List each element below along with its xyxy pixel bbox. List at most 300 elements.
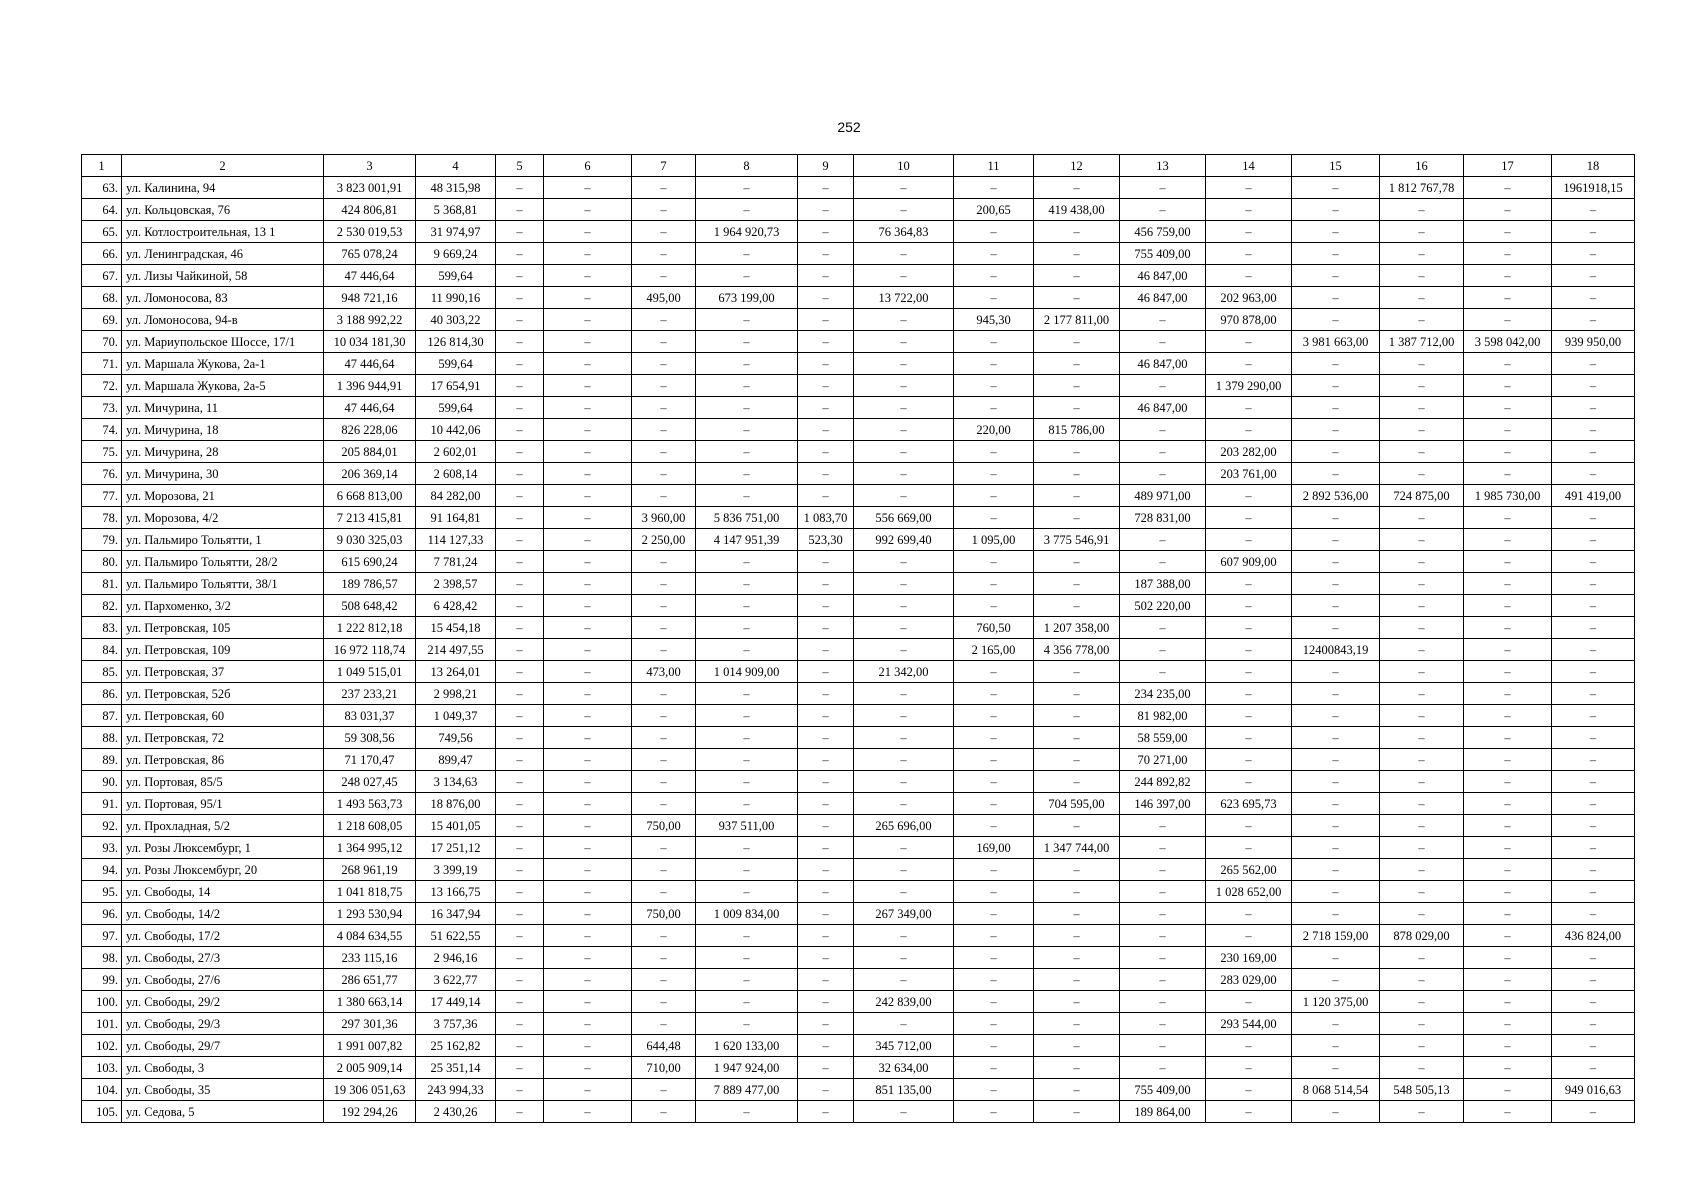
value-cell: 1 947 924,00 bbox=[696, 1057, 798, 1079]
value-cell: – bbox=[1464, 969, 1552, 991]
value-cell: 724 875,00 bbox=[1380, 485, 1464, 507]
value-cell: – bbox=[696, 969, 798, 991]
value-cell: – bbox=[544, 441, 632, 463]
value-cell: – bbox=[1552, 595, 1635, 617]
value-cell: 1 120 375,00 bbox=[1292, 991, 1380, 1013]
value-cell: – bbox=[1380, 727, 1464, 749]
row-number-cell: 75. bbox=[82, 441, 122, 463]
value-cell: – bbox=[1380, 1101, 1464, 1123]
value-cell: – bbox=[1206, 507, 1292, 529]
value-cell: – bbox=[1034, 925, 1120, 947]
value-cell: – bbox=[1552, 199, 1635, 221]
table-row bbox=[82, 859, 1635, 881]
address-cell: ул. Маршала Жукова, 2а-1 bbox=[122, 353, 324, 375]
value-cell: – bbox=[798, 1013, 854, 1035]
value-cell: – bbox=[1206, 1035, 1292, 1057]
value-cell: – bbox=[1206, 221, 1292, 243]
value-cell: – bbox=[632, 1013, 696, 1035]
value-cell: – bbox=[1380, 463, 1464, 485]
row-number-cell: 69. bbox=[82, 309, 122, 331]
value-cell: – bbox=[1034, 1035, 1120, 1057]
value-cell: – bbox=[798, 1079, 854, 1101]
value-cell: 1961918,15 bbox=[1552, 177, 1635, 199]
value-cell: – bbox=[1206, 485, 1292, 507]
value-cell: 1 222 812,18 bbox=[324, 617, 416, 639]
value-cell: 18 876,00 bbox=[416, 793, 496, 815]
value-cell: – bbox=[854, 485, 954, 507]
value-cell: 749,56 bbox=[416, 727, 496, 749]
value-cell: – bbox=[1292, 397, 1380, 419]
value-cell: – bbox=[1552, 507, 1635, 529]
value-cell: – bbox=[854, 177, 954, 199]
value-cell: 2 998,21 bbox=[416, 683, 496, 705]
value-cell: – bbox=[1464, 991, 1552, 1013]
table-row bbox=[82, 639, 1635, 661]
value-cell: – bbox=[854, 947, 954, 969]
value-cell: – bbox=[544, 595, 632, 617]
value-cell: 267 349,00 bbox=[854, 903, 954, 925]
value-cell: – bbox=[1552, 529, 1635, 551]
value-cell: – bbox=[496, 837, 544, 859]
row-number-cell: 78. bbox=[82, 507, 122, 529]
value-cell: – bbox=[696, 485, 798, 507]
row-number-cell: 66. bbox=[82, 243, 122, 265]
value-cell: 4 147 951,39 bbox=[696, 529, 798, 551]
value-cell: 1 396 944,91 bbox=[324, 375, 416, 397]
value-cell: – bbox=[1552, 683, 1635, 705]
value-cell: – bbox=[1034, 683, 1120, 705]
value-cell: – bbox=[798, 749, 854, 771]
row-number-cell: 103. bbox=[82, 1057, 122, 1079]
value-cell: 2 250,00 bbox=[632, 529, 696, 551]
value-cell: – bbox=[496, 815, 544, 837]
value-cell: – bbox=[496, 1101, 544, 1123]
value-cell: 728 831,00 bbox=[1120, 507, 1206, 529]
value-cell: – bbox=[1292, 1035, 1380, 1057]
value-cell: – bbox=[1120, 331, 1206, 353]
value-cell: – bbox=[544, 1079, 632, 1101]
value-cell: – bbox=[1034, 815, 1120, 837]
value-cell: 1 049,37 bbox=[416, 705, 496, 727]
value-cell: 489 971,00 bbox=[1120, 485, 1206, 507]
value-cell: – bbox=[798, 903, 854, 925]
value-cell: – bbox=[1120, 199, 1206, 221]
value-cell: – bbox=[954, 1101, 1034, 1123]
value-cell: 146 397,00 bbox=[1120, 793, 1206, 815]
address-cell: ул. Морозова, 21 bbox=[122, 485, 324, 507]
value-cell: 234 235,00 bbox=[1120, 683, 1206, 705]
value-cell: 992 699,40 bbox=[854, 529, 954, 551]
column-header: 9 bbox=[798, 155, 854, 177]
row-number-cell: 77. bbox=[82, 485, 122, 507]
table-row bbox=[82, 1101, 1635, 1123]
value-cell: – bbox=[1552, 375, 1635, 397]
value-cell: 192 294,26 bbox=[324, 1101, 416, 1123]
value-cell: – bbox=[1206, 573, 1292, 595]
table-row bbox=[82, 375, 1635, 397]
address-cell: ул. Свободы, 3 bbox=[122, 1057, 324, 1079]
value-cell: 70 271,00 bbox=[1120, 749, 1206, 771]
value-cell: – bbox=[544, 573, 632, 595]
value-cell: – bbox=[1380, 507, 1464, 529]
value-cell: – bbox=[1380, 903, 1464, 925]
value-cell: – bbox=[798, 991, 854, 1013]
value-cell: 205 884,01 bbox=[324, 441, 416, 463]
value-cell: – bbox=[954, 331, 1034, 353]
value-cell: – bbox=[1552, 771, 1635, 793]
value-cell: 46 847,00 bbox=[1120, 287, 1206, 309]
address-cell: ул. Свободы, 27/3 bbox=[122, 947, 324, 969]
value-cell: – bbox=[1292, 309, 1380, 331]
value-cell: – bbox=[632, 727, 696, 749]
address-cell: ул. Ломоносова, 83 bbox=[122, 287, 324, 309]
value-cell: 46 847,00 bbox=[1120, 265, 1206, 287]
row-number-cell: 100. bbox=[82, 991, 122, 1013]
value-cell: – bbox=[632, 397, 696, 419]
value-cell: – bbox=[696, 859, 798, 881]
value-cell: 31 974,97 bbox=[416, 221, 496, 243]
value-cell: 556 669,00 bbox=[854, 507, 954, 529]
address-cell: ул. Свободы, 14 bbox=[122, 881, 324, 903]
value-cell: – bbox=[696, 573, 798, 595]
value-cell: – bbox=[1464, 793, 1552, 815]
table-row bbox=[82, 463, 1635, 485]
row-number-cell: 81. bbox=[82, 573, 122, 595]
value-cell: – bbox=[1552, 859, 1635, 881]
value-cell: – bbox=[544, 947, 632, 969]
value-cell: 283 029,00 bbox=[1206, 969, 1292, 991]
value-cell: – bbox=[544, 507, 632, 529]
value-cell: – bbox=[954, 287, 1034, 309]
value-cell: 15 454,18 bbox=[416, 617, 496, 639]
row-number-cell: 93. bbox=[82, 837, 122, 859]
row-number-cell: 83. bbox=[82, 617, 122, 639]
row-number-cell: 73. bbox=[82, 397, 122, 419]
value-cell: – bbox=[1380, 969, 1464, 991]
value-cell: – bbox=[496, 331, 544, 353]
value-cell: – bbox=[1292, 837, 1380, 859]
value-cell: – bbox=[632, 947, 696, 969]
value-cell: – bbox=[1120, 881, 1206, 903]
value-cell: 607 909,00 bbox=[1206, 551, 1292, 573]
value-cell: – bbox=[1206, 705, 1292, 727]
address-cell: ул. Пархоменко, 3/2 bbox=[122, 595, 324, 617]
value-cell: – bbox=[1206, 529, 1292, 551]
row-number-cell: 87. bbox=[82, 705, 122, 727]
row-number-cell: 91. bbox=[82, 793, 122, 815]
value-cell: 1 379 290,00 bbox=[1206, 375, 1292, 397]
value-cell: – bbox=[954, 771, 1034, 793]
value-cell: – bbox=[854, 925, 954, 947]
value-cell: – bbox=[1292, 727, 1380, 749]
value-cell: 878 029,00 bbox=[1380, 925, 1464, 947]
value-cell: – bbox=[954, 551, 1034, 573]
table-row bbox=[82, 177, 1635, 199]
column-header: 5 bbox=[496, 155, 544, 177]
value-cell: – bbox=[1034, 397, 1120, 419]
value-cell: – bbox=[1206, 727, 1292, 749]
value-cell: – bbox=[1464, 881, 1552, 903]
value-cell: – bbox=[954, 353, 1034, 375]
value-cell: – bbox=[1034, 353, 1120, 375]
value-cell: – bbox=[1464, 419, 1552, 441]
address-cell: ул. Мичурина, 11 bbox=[122, 397, 324, 419]
value-cell: 949 016,63 bbox=[1552, 1079, 1635, 1101]
value-cell: – bbox=[954, 903, 1034, 925]
row-number-cell: 97. bbox=[82, 925, 122, 947]
value-cell: 750,00 bbox=[632, 815, 696, 837]
value-cell: – bbox=[1034, 705, 1120, 727]
address-cell: ул. Портовая, 85/5 bbox=[122, 771, 324, 793]
value-cell: 473,00 bbox=[632, 661, 696, 683]
address-cell: ул. Розы Люксембург, 1 bbox=[122, 837, 324, 859]
value-cell: 189 786,57 bbox=[324, 573, 416, 595]
value-cell: – bbox=[1292, 177, 1380, 199]
table-row bbox=[82, 221, 1635, 243]
value-cell: – bbox=[1034, 991, 1120, 1013]
table-row bbox=[82, 243, 1635, 265]
value-cell: – bbox=[632, 639, 696, 661]
value-cell: – bbox=[798, 793, 854, 815]
value-cell: – bbox=[496, 771, 544, 793]
value-cell: 3 981 663,00 bbox=[1292, 331, 1380, 353]
value-cell: – bbox=[632, 837, 696, 859]
value-cell: – bbox=[798, 1057, 854, 1079]
value-cell: – bbox=[1206, 397, 1292, 419]
value-cell: – bbox=[696, 947, 798, 969]
row-number-cell: 76. bbox=[82, 463, 122, 485]
table-row bbox=[82, 1079, 1635, 1101]
value-cell: – bbox=[544, 419, 632, 441]
value-cell: – bbox=[1464, 1013, 1552, 1035]
value-cell: 1 218 608,05 bbox=[324, 815, 416, 837]
value-cell: 169,00 bbox=[954, 837, 1034, 859]
value-cell: – bbox=[696, 991, 798, 1013]
value-cell: 230 169,00 bbox=[1206, 947, 1292, 969]
table-row bbox=[82, 419, 1635, 441]
value-cell: – bbox=[798, 683, 854, 705]
value-cell: – bbox=[496, 375, 544, 397]
value-cell: – bbox=[1552, 749, 1635, 771]
value-cell: 3 823 001,91 bbox=[324, 177, 416, 199]
address-cell: ул. Портовая, 95/1 bbox=[122, 793, 324, 815]
value-cell: – bbox=[854, 617, 954, 639]
value-cell: – bbox=[632, 331, 696, 353]
column-header: 10 bbox=[854, 155, 954, 177]
value-cell: 599,64 bbox=[416, 353, 496, 375]
value-cell: – bbox=[1292, 419, 1380, 441]
value-cell: – bbox=[1464, 397, 1552, 419]
value-cell: 2 892 536,00 bbox=[1292, 485, 1380, 507]
value-cell: 1 964 920,73 bbox=[696, 221, 798, 243]
value-cell: 4 356 778,00 bbox=[1034, 639, 1120, 661]
value-cell: – bbox=[1120, 969, 1206, 991]
value-cell: 345 712,00 bbox=[854, 1035, 954, 1057]
value-cell: 623 695,73 bbox=[1206, 793, 1292, 815]
row-number-cell: 84. bbox=[82, 639, 122, 661]
value-cell: – bbox=[496, 991, 544, 1013]
value-cell: – bbox=[1206, 243, 1292, 265]
value-cell: 673 199,00 bbox=[696, 287, 798, 309]
value-cell: 189 864,00 bbox=[1120, 1101, 1206, 1123]
value-cell: 615 690,24 bbox=[324, 551, 416, 573]
value-cell: – bbox=[798, 661, 854, 683]
value-cell: – bbox=[1292, 375, 1380, 397]
value-cell: – bbox=[544, 243, 632, 265]
value-cell: – bbox=[1380, 287, 1464, 309]
value-cell: – bbox=[1464, 221, 1552, 243]
value-cell: – bbox=[544, 881, 632, 903]
value-cell: 16 972 118,74 bbox=[324, 639, 416, 661]
value-cell: – bbox=[1292, 859, 1380, 881]
value-cell: – bbox=[544, 199, 632, 221]
data-table-container bbox=[81, 154, 1635, 1123]
value-cell: – bbox=[632, 221, 696, 243]
value-cell: – bbox=[1292, 903, 1380, 925]
value-cell: – bbox=[496, 353, 544, 375]
row-number-cell: 102. bbox=[82, 1035, 122, 1057]
value-cell: – bbox=[798, 309, 854, 331]
value-cell: – bbox=[1292, 1101, 1380, 1123]
value-cell: – bbox=[954, 595, 1034, 617]
value-cell: 265 696,00 bbox=[854, 815, 954, 837]
value-cell: 76 364,83 bbox=[854, 221, 954, 243]
value-cell: – bbox=[1292, 551, 1380, 573]
value-cell: – bbox=[1464, 947, 1552, 969]
value-cell: – bbox=[696, 419, 798, 441]
value-cell: – bbox=[1206, 199, 1292, 221]
value-cell: – bbox=[798, 463, 854, 485]
value-cell: 5 368,81 bbox=[416, 199, 496, 221]
value-cell: – bbox=[798, 221, 854, 243]
value-cell: – bbox=[854, 639, 954, 661]
value-cell: – bbox=[632, 595, 696, 617]
value-cell: – bbox=[1206, 683, 1292, 705]
value-cell: – bbox=[696, 441, 798, 463]
value-cell: 1 380 663,14 bbox=[324, 991, 416, 1013]
table-row bbox=[82, 749, 1635, 771]
value-cell: – bbox=[954, 881, 1034, 903]
value-cell: 760,50 bbox=[954, 617, 1034, 639]
value-cell: 424 806,81 bbox=[324, 199, 416, 221]
value-cell: – bbox=[1380, 705, 1464, 727]
value-cell: – bbox=[496, 507, 544, 529]
value-cell: – bbox=[1120, 1035, 1206, 1057]
column-header: 11 bbox=[954, 155, 1034, 177]
value-cell: 71 170,47 bbox=[324, 749, 416, 771]
value-cell: – bbox=[1464, 287, 1552, 309]
value-cell: – bbox=[798, 243, 854, 265]
value-cell: – bbox=[1034, 1079, 1120, 1101]
value-cell: – bbox=[1464, 1035, 1552, 1057]
value-cell: – bbox=[954, 793, 1034, 815]
address-cell: ул. Петровская, 52б bbox=[122, 683, 324, 705]
value-cell: – bbox=[854, 1013, 954, 1035]
value-cell: – bbox=[1464, 529, 1552, 551]
value-cell: 202 963,00 bbox=[1206, 287, 1292, 309]
value-cell: – bbox=[696, 177, 798, 199]
value-cell: 1 207 358,00 bbox=[1034, 617, 1120, 639]
value-cell: – bbox=[798, 881, 854, 903]
table-row bbox=[82, 837, 1635, 859]
value-cell: 7 781,24 bbox=[416, 551, 496, 573]
value-cell: 3 960,00 bbox=[632, 507, 696, 529]
value-cell: 508 648,42 bbox=[324, 595, 416, 617]
value-cell: 1 293 530,94 bbox=[324, 903, 416, 925]
value-cell: – bbox=[696, 1101, 798, 1123]
value-cell: – bbox=[954, 1035, 1034, 1057]
value-cell: – bbox=[1552, 639, 1635, 661]
table-row bbox=[82, 353, 1635, 375]
address-cell: ул. Петровская, 105 bbox=[122, 617, 324, 639]
value-cell: – bbox=[854, 551, 954, 573]
value-cell: – bbox=[1552, 265, 1635, 287]
value-cell: – bbox=[496, 485, 544, 507]
value-cell: – bbox=[544, 309, 632, 331]
value-cell: – bbox=[1292, 771, 1380, 793]
address-cell: ул. Свободы, 14/2 bbox=[122, 903, 324, 925]
value-cell: 1 347 744,00 bbox=[1034, 837, 1120, 859]
value-cell: – bbox=[1380, 573, 1464, 595]
value-cell: – bbox=[496, 1035, 544, 1057]
table-row bbox=[82, 287, 1635, 309]
value-cell: 436 824,00 bbox=[1552, 925, 1635, 947]
value-cell: – bbox=[1552, 573, 1635, 595]
value-cell: – bbox=[1034, 1101, 1120, 1123]
value-cell: – bbox=[1034, 595, 1120, 617]
address-cell: ул. Петровская, 72 bbox=[122, 727, 324, 749]
value-cell: – bbox=[496, 881, 544, 903]
value-cell: – bbox=[544, 331, 632, 353]
column-header: 15 bbox=[1292, 155, 1380, 177]
value-cell: – bbox=[496, 617, 544, 639]
value-cell: – bbox=[854, 595, 954, 617]
value-cell: – bbox=[496, 287, 544, 309]
value-cell: 16 347,94 bbox=[416, 903, 496, 925]
value-cell: – bbox=[696, 199, 798, 221]
value-cell: – bbox=[1380, 1057, 1464, 1079]
value-cell: – bbox=[798, 639, 854, 661]
value-cell: – bbox=[696, 397, 798, 419]
value-cell: – bbox=[1206, 771, 1292, 793]
value-cell: – bbox=[1464, 683, 1552, 705]
value-cell: 1 364 995,12 bbox=[324, 837, 416, 859]
table-row bbox=[82, 903, 1635, 925]
value-cell: – bbox=[496, 397, 544, 419]
value-cell: – bbox=[1292, 947, 1380, 969]
value-cell: – bbox=[798, 331, 854, 353]
value-cell: – bbox=[1552, 221, 1635, 243]
value-cell: – bbox=[954, 265, 1034, 287]
value-cell: 2 177 811,00 bbox=[1034, 309, 1120, 331]
value-cell: – bbox=[954, 375, 1034, 397]
value-cell: – bbox=[1380, 1035, 1464, 1057]
value-cell: – bbox=[854, 859, 954, 881]
value-cell: 1 985 730,00 bbox=[1464, 485, 1552, 507]
value-cell: – bbox=[954, 573, 1034, 595]
value-cell: – bbox=[854, 705, 954, 727]
value-cell: – bbox=[1292, 573, 1380, 595]
row-number-cell: 104. bbox=[82, 1079, 122, 1101]
value-cell: 6 668 813,00 bbox=[324, 485, 416, 507]
value-cell: – bbox=[496, 529, 544, 551]
table-row bbox=[82, 573, 1635, 595]
row-number-cell: 65. bbox=[82, 221, 122, 243]
value-cell: – bbox=[496, 661, 544, 683]
value-cell: 242 839,00 bbox=[854, 991, 954, 1013]
value-cell: – bbox=[544, 1013, 632, 1035]
value-cell: 1 014 909,00 bbox=[696, 661, 798, 683]
